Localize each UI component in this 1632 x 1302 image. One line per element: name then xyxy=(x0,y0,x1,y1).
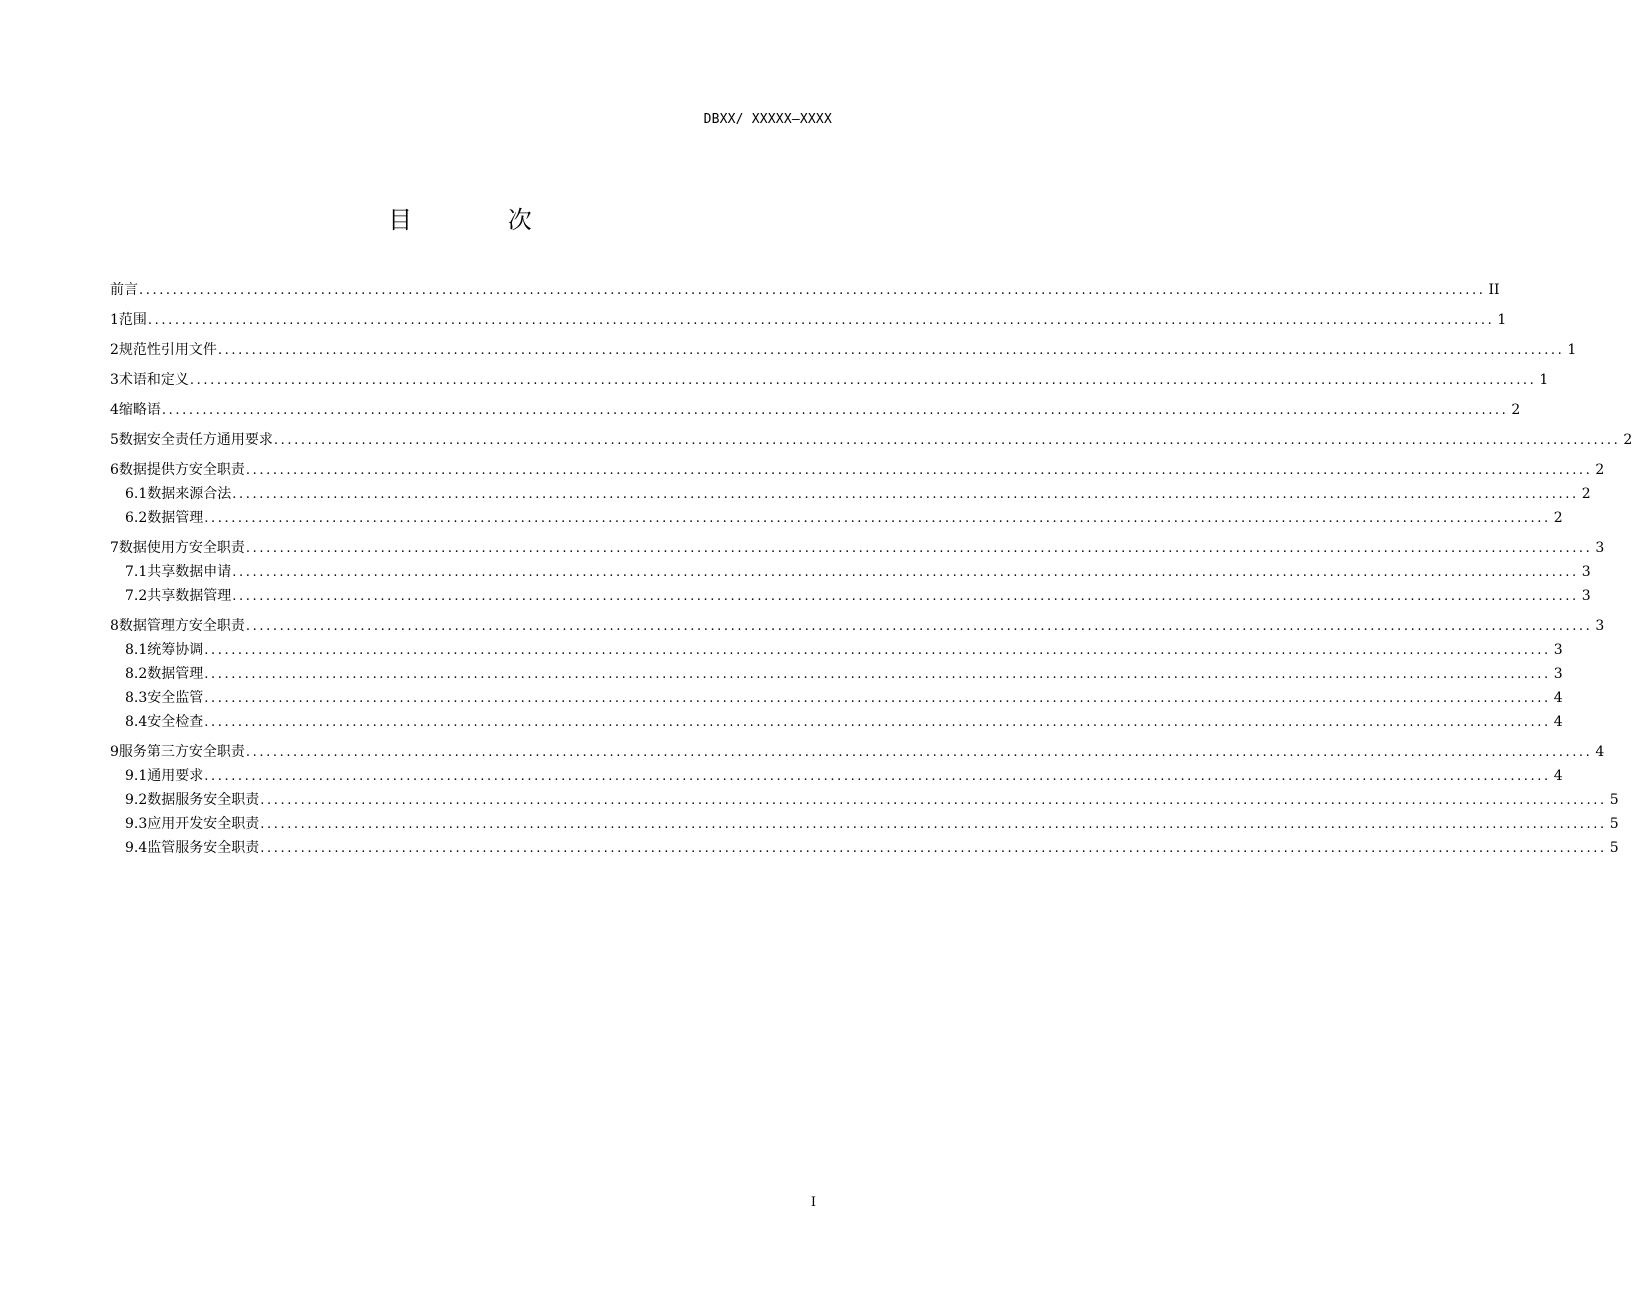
toc-entry-page: 4 xyxy=(1595,744,1605,760)
toc-entry[interactable] xyxy=(110,710,1563,734)
dot-leader: ........................................................................................................................................................................................................ xyxy=(204,511,1551,526)
toc-entry-number: 5 xyxy=(110,432,119,448)
toc-entry[interactable] xyxy=(110,662,1563,686)
toc-entry-title: 共享数据申请 xyxy=(147,564,232,580)
toc-entry-page: 2 xyxy=(1581,486,1591,502)
document-code: DBXX/ XXXXX—XXXX xyxy=(703,112,832,127)
toc-entry-page: 4 xyxy=(1553,690,1563,706)
toc-entry-number: 7.2 xyxy=(125,588,148,604)
toc-entry[interactable] xyxy=(110,308,1507,332)
toc-entry-page: 3 xyxy=(1581,564,1591,580)
toc-entry[interactable] xyxy=(110,812,1619,836)
toc-entry-title: 数据提供方安全职责 xyxy=(118,462,245,478)
toc-entry-number: 3 xyxy=(110,372,119,388)
toc-entry-number: 6.1 xyxy=(125,486,148,502)
dot-leader: ........................................................................................................................................................................................................ xyxy=(245,619,1593,634)
toc-entry[interactable] xyxy=(110,836,1619,860)
toc-entry[interactable] xyxy=(110,788,1619,812)
toc-entry-number: 6 xyxy=(110,462,119,478)
toc-entry-page: 3 xyxy=(1595,540,1605,556)
toc-entry[interactable] xyxy=(110,368,1549,392)
toc-entry-page: 5 xyxy=(1609,816,1619,832)
toc-entry-number: 8.4 xyxy=(125,714,148,730)
toc-entry-title: 统筹协调 xyxy=(147,642,204,658)
toc-entry[interactable] xyxy=(110,482,1591,506)
toc-entry[interactable] xyxy=(110,560,1591,584)
dot-leader: ........................................................................................................................................................................................................ xyxy=(232,487,1579,502)
toc-entry-title: 服务第三方安全职责 xyxy=(118,744,245,760)
dot-leader: ........................................................................................................................................................................................................ xyxy=(260,841,1607,856)
toc-entry-title: 数据管理方安全职责 xyxy=(118,618,245,634)
toc-entry-number: 9.3 xyxy=(125,816,148,832)
toc-entry-title: 前言 xyxy=(110,282,138,298)
dot-leader: ........................................................................................................................................................................................................ xyxy=(139,283,1486,298)
toc-entry[interactable] xyxy=(110,740,1605,764)
toc-entry-number: 2 xyxy=(110,342,119,358)
toc-entry[interactable] xyxy=(110,686,1563,710)
toc-entry[interactable] xyxy=(110,584,1591,608)
toc-entry-page: 2 xyxy=(1595,462,1605,478)
toc-entry[interactable] xyxy=(110,638,1563,662)
toc-entry-number: 8.1 xyxy=(125,642,148,658)
toc-entry[interactable] xyxy=(110,428,1632,452)
toc-entry-number: 9.4 xyxy=(125,840,148,856)
toc-entry-number: 1 xyxy=(110,312,119,328)
dot-leader: ........................................................................................................................................................................................................ xyxy=(232,589,1579,604)
toc-entry-title: 安全监管 xyxy=(147,690,204,706)
toc-entry-title: 缩略语 xyxy=(118,402,161,418)
footer-page-number: I xyxy=(810,1195,816,1210)
toc-entry-title: 数据管理 xyxy=(147,666,204,682)
dot-leader: ........................................................................................................................................................................................................ xyxy=(232,565,1579,580)
dot-leader: ........................................................................................................................................................................................................ xyxy=(204,769,1551,784)
dot-leader: ........................................................................................................................................................................................................ xyxy=(204,715,1551,730)
toc-entry-title: 数据安全责任方通用要求 xyxy=(118,432,273,448)
toc-entry[interactable] xyxy=(110,614,1605,638)
toc-entry-number: 9.1 xyxy=(125,768,148,784)
toc-entry-number: 6.2 xyxy=(125,510,148,526)
dot-leader: ........................................................................................................................................................................................................ xyxy=(204,667,1551,682)
toc-entry-page: 4 xyxy=(1553,714,1563,730)
toc-entry-title: 数据管理 xyxy=(147,510,204,526)
toc-entry[interactable] xyxy=(110,338,1577,362)
toc-entry-page: 1 xyxy=(1539,372,1549,388)
toc-entry[interactable] xyxy=(110,458,1605,482)
toc-entry-page: 5 xyxy=(1609,840,1619,856)
toc-entry-number: 8.2 xyxy=(125,666,148,682)
dot-leader: ........................................................................................................................................................................................................ xyxy=(273,433,1621,448)
toc-entry-page: 1 xyxy=(1567,342,1577,358)
toc-entry-page: 1 xyxy=(1497,312,1507,328)
toc-entry-title: 术语和定义 xyxy=(118,372,189,388)
toc-heading: 目 次 xyxy=(388,206,576,234)
dot-leader: ........................................................................................................................................................................................................ xyxy=(217,343,1565,358)
toc-entry-page: II xyxy=(1488,282,1500,298)
dot-leader: ........................................................................................................................................................................................................ xyxy=(260,793,1607,808)
toc-entry-title: 安全检查 xyxy=(147,714,204,730)
toc-entry-page: 3 xyxy=(1595,618,1605,634)
toc-entry[interactable] xyxy=(110,764,1563,788)
toc-entry-page: 3 xyxy=(1581,588,1591,604)
toc-entry-number: 9.2 xyxy=(125,792,148,808)
toc-entry-number: 7 xyxy=(110,540,119,556)
toc-entry-title: 通用要求 xyxy=(147,768,204,784)
toc-entry-number: 8 xyxy=(110,618,119,634)
toc-entry[interactable] xyxy=(110,278,1500,302)
toc-entry-number: 7.1 xyxy=(125,564,148,580)
toc-entry-title: 共享数据管理 xyxy=(147,588,232,604)
toc-entry-number: 4 xyxy=(110,402,119,418)
dot-leader: ........................................................................................................................................................................................................ xyxy=(260,817,1607,832)
toc-entry-number: 9 xyxy=(110,744,119,760)
dot-leader: ........................................................................................................................................................................................................ xyxy=(204,643,1551,658)
toc-entry-page: 5 xyxy=(1609,792,1619,808)
table-of-contents xyxy=(110,278,1632,860)
dot-leader: ........................................................................................................................................................................................................ xyxy=(189,373,1537,388)
toc-entry[interactable] xyxy=(110,536,1605,560)
toc-entry-page: 3 xyxy=(1553,642,1563,658)
toc-entry-title: 应用开发安全职责 xyxy=(147,816,260,832)
toc-entry-page: 2 xyxy=(1553,510,1563,526)
toc-entry-number: 8.3 xyxy=(125,690,148,706)
toc-entry-title: 范围 xyxy=(118,312,147,328)
toc-entry-title: 规范性引用文件 xyxy=(118,342,217,358)
toc-entry[interactable] xyxy=(110,506,1563,530)
toc-entry-page: 2 xyxy=(1623,432,1632,448)
toc-entry-page: 4 xyxy=(1553,768,1563,784)
dot-leader: ........................................................................................................................................................................................................ xyxy=(245,541,1593,556)
toc-entry-title: 数据来源合法 xyxy=(147,486,232,502)
toc-entry-title: 监管服务安全职责 xyxy=(147,840,260,856)
toc-entry-page: 2 xyxy=(1511,402,1521,418)
dot-leader: ........................................................................................................................................................................................................ xyxy=(245,745,1593,760)
toc-entry-page: 3 xyxy=(1553,666,1563,682)
dot-leader: ........................................................................................................................................................................................................ xyxy=(204,691,1551,706)
dot-leader: ........................................................................................................................................................................................................ xyxy=(147,313,1495,328)
dot-leader: ........................................................................................................................................................................................................ xyxy=(245,463,1593,478)
dot-leader: ........................................................................................................................................................................................................ xyxy=(161,403,1509,418)
toc-entry[interactable] xyxy=(110,398,1521,422)
toc-entry-title: 数据服务安全职责 xyxy=(147,792,260,808)
toc-entry-title: 数据使用方安全职责 xyxy=(118,540,245,556)
